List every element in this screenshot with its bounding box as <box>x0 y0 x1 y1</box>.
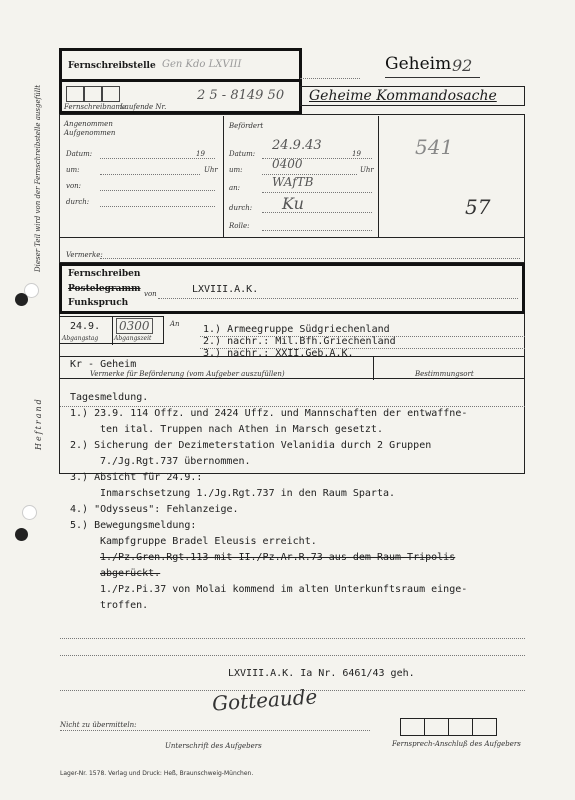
body-line: Inmarschsetzung 1./Jg.Rgt.737 in den Raum Sparta. <box>100 488 396 499</box>
heftrand-label: Heftrand <box>34 397 43 450</box>
received-um-label: um: <box>66 166 80 174</box>
punch-hole <box>15 528 28 541</box>
recipient-3: 3.) nachr.: XXII.Geb.A.K. <box>203 348 354 359</box>
body-line-struck: 1./Pz.Gren.Rgt.113 mit II./Pz.Ar.R.73 aus dem Raum Tripolis <box>100 552 456 563</box>
forwarded-an-label: an: <box>229 184 241 192</box>
type-funkspruch: Funkspruch <box>68 298 129 308</box>
classification-box <box>300 86 525 106</box>
received-durch-label: durch: <box>66 198 90 206</box>
station-label: Fernschreibstelle <box>68 61 156 71</box>
side-note: Dieser Teil wird von der Fernschreibstelle ausgefüllt <box>34 84 42 272</box>
signature: Gotteaude <box>211 684 319 716</box>
forwarded-um-value: 0400 <box>272 157 303 171</box>
forwarded-durch-label: durch: <box>229 204 253 212</box>
forwarded-um-label: um: <box>229 166 243 174</box>
body-line: 2.) Sicherung der Dezimeterstation Velanidia durch 2 Gruppen <box>70 440 432 451</box>
body-line: troffen. <box>100 600 149 611</box>
body-line: 1.) 23.9. 114 Offz. und 2424 Uffz. und Mannschaften der entwaffne- <box>70 408 468 419</box>
not-transmit-label: Nicht zu übermitteln: <box>60 721 137 729</box>
received-datum-label: Datum: <box>66 150 93 158</box>
forwarded-durch-value: Ku <box>282 194 304 213</box>
classification: Geheime Kommandosache <box>309 88 497 104</box>
body-line-struck: abgerückt. <box>100 568 161 579</box>
forwarded-year: 19 <box>352 150 361 158</box>
body-line: ten ital. Truppen nach Athen in Marsch gesetzt. <box>100 424 383 435</box>
dispatch-an-label: An <box>170 320 180 328</box>
recipient-2: 2.) nachr.: Mil.Bfh.Griechenland <box>203 336 396 347</box>
forwarded-uhr: Uhr <box>360 166 374 174</box>
message-body <box>70 390 467 614</box>
body-line: 5.) Bewegungsmeldung: <box>70 520 197 531</box>
punch-hole <box>22 505 37 520</box>
dispatch-time-label: Abgangszeit <box>114 335 152 342</box>
body-line: 4.) "Odysseus": Fehlanzeige. <box>70 504 239 515</box>
body-line: Kampfgruppe Bradel Eleusis erreicht. <box>100 536 317 547</box>
phone-label: Fernsprech-Anschluß des Aufgebers <box>392 740 521 748</box>
dispatch-time: 0300 <box>116 318 153 334</box>
serial-box <box>59 82 302 114</box>
type-fernschreiben: Fernschreiben <box>68 269 141 279</box>
type-von-value: LXVIII.A.K. <box>192 284 259 295</box>
station-box <box>59 48 302 82</box>
dispatch-date-box <box>59 316 164 344</box>
printer-note: Lager-Nr. 1578. Verlag und Druck: Heß, Braunschweig-München. <box>60 770 254 777</box>
received-angenommen: Angenommen <box>64 120 113 128</box>
forwarded-label: Befördert <box>229 122 264 130</box>
vermerke-label: Vermerke: <box>66 251 103 259</box>
body-title: Tagesmeldung. <box>70 392 149 403</box>
dispatch-day-label: Abgangstag <box>62 335 99 342</box>
punch-hole <box>15 293 28 306</box>
received-uhr: Uhr <box>204 166 218 174</box>
reference-number: LXVIII.A.K. Ia Nr. 6461/43 geh. <box>228 668 415 679</box>
forwarded-datum-value: 24.9.43 <box>272 138 322 153</box>
type-von-label: von <box>144 290 157 298</box>
forwarded-rolle-label: Rolle: <box>229 222 250 230</box>
serial-label: Laufende Nr. <box>120 103 167 111</box>
forwarded-an-value: WAfTB <box>272 175 314 189</box>
received-von-label: von: <box>66 182 82 190</box>
dispatch-day: 24.9. <box>70 321 101 332</box>
station-value: Gen Kdo LXVIII <box>162 59 242 70</box>
destination-label: Bestimmungsort <box>415 370 474 378</box>
priority-label: Vermerke für Beförderung (vom Aufgeber auszufüllen) <box>90 370 285 378</box>
body-line: 1./Pz.Pi.37 von Molai kommend im alten Unterkunftsraum einge- <box>100 584 468 595</box>
received-year: 19 <box>196 150 205 158</box>
signature-label: Unterschrift des Aufgebers <box>165 742 262 750</box>
body-line: 3.) Absicht für 24.9.: <box>70 472 203 483</box>
stamp-number-b: 57 <box>465 195 491 219</box>
phone-box <box>400 718 497 736</box>
teletype-name-label: Fernschreibname <box>64 103 127 111</box>
stamp-number-a: 541 <box>415 135 454 159</box>
serial-value: 2 5 - 8149 50 <box>197 88 285 103</box>
secret-label: Geheim <box>385 54 452 74</box>
priority-box <box>59 356 525 379</box>
body-line: 7./Jg.Rgt.737 übernommen. <box>100 456 251 467</box>
recipient-1: 1.) Armeegruppe Südgriechenland <box>203 324 390 335</box>
forwarded-datum-label: Datum: <box>229 150 256 158</box>
message-type-box: Fernschreiben Postelegramm Funkspruch von LXVIII.A.K. <box>59 263 525 314</box>
priority-value: Kr - Geheim <box>70 359 137 370</box>
received-aufgenommen: Aufgenommen <box>64 129 116 137</box>
secret-number: 92 <box>452 56 473 75</box>
